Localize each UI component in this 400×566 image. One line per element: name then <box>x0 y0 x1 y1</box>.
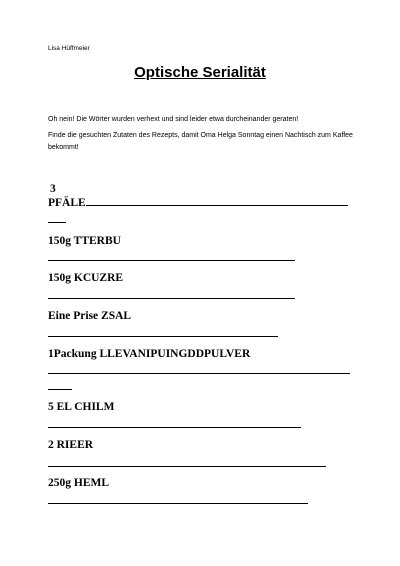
ingredient-4-answer-line[interactable] <box>48 336 278 337</box>
ingredient-1-amount: 3 <box>50 183 56 195</box>
ingredient-6-answer-line[interactable] <box>48 427 301 428</box>
ingredient-6: 5 EL CHILM <box>48 401 115 413</box>
ingredient-5-answer-line-continued[interactable] <box>48 389 72 390</box>
ingredient-7: 2 RIEER <box>48 439 94 451</box>
ingredient-1-word: PFÄLE <box>48 197 86 209</box>
ingredient-8: 250g HEML <box>48 477 110 489</box>
ingredient-8-answer-line[interactable] <box>48 503 308 504</box>
ingredient-2-answer-line[interactable] <box>48 260 295 261</box>
ingredient-7-answer-line[interactable] <box>48 466 326 467</box>
ingredient-1-answer-line-continued[interactable] <box>48 222 66 223</box>
ingredient-5-answer-line[interactable] <box>48 373 350 374</box>
author-name: Lisa Hüffmeier <box>48 45 90 52</box>
ingredient-3-answer-line[interactable] <box>48 298 295 299</box>
ingredient-1-answer-line[interactable] <box>86 205 348 206</box>
page-title: Optische Serialität <box>134 64 266 81</box>
ingredient-4: Eine Prise ZSAL <box>48 310 132 322</box>
intro-text-2: Finde die gesuchten Zutaten des Rezepts, damit Oma Helga Sonntag einen Nachtisch zum Kaffee bekommt! <box>48 132 353 151</box>
intro-text-1: Oh nein! Die Wörter wurden verhext und sind leider etwa durcheinander geraten! <box>48 116 299 123</box>
ingredient-3: 150g KCUZRE <box>48 272 124 284</box>
ingredient-2: 150g TTERBU <box>48 235 121 247</box>
ingredient-5: 1Packung LLEVANIPUINGDDPULVER <box>48 348 251 360</box>
